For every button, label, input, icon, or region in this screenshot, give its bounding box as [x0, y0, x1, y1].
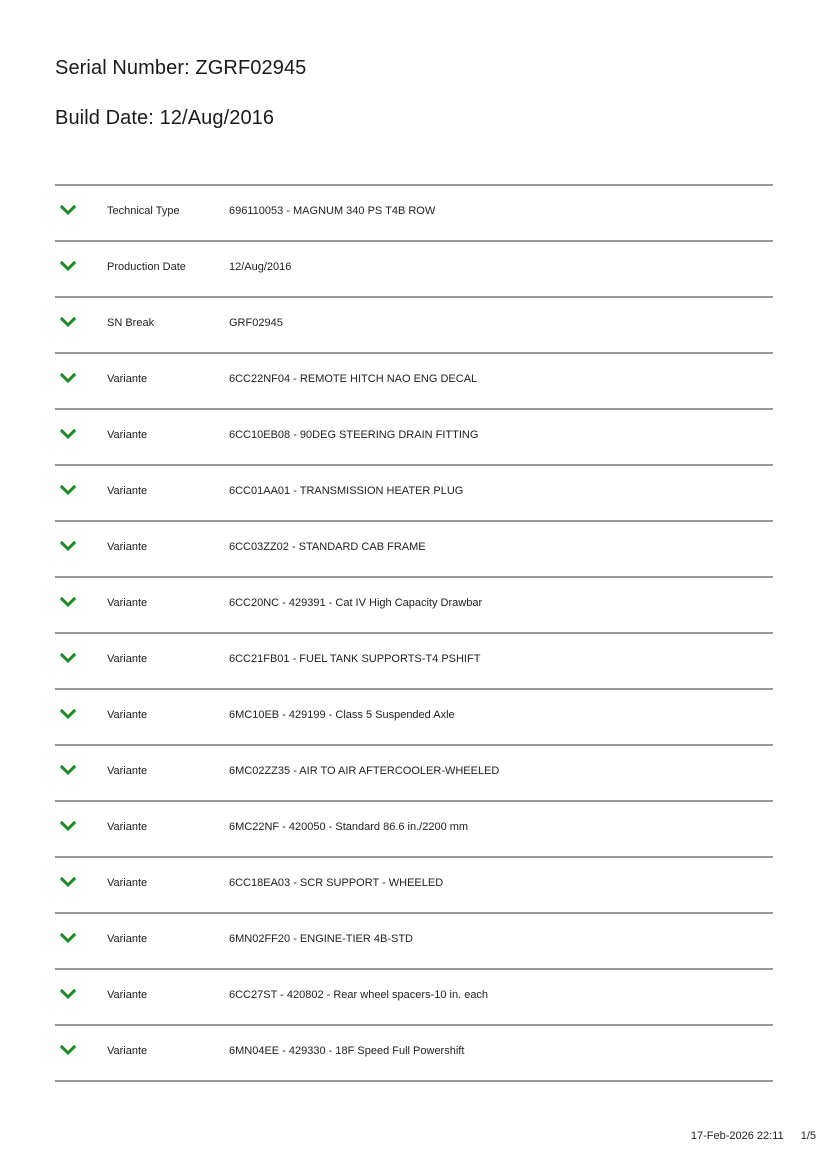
row-label: Variante — [107, 1045, 148, 1057]
row-value: 12/Aug/2016 — [229, 261, 292, 273]
row-label: Variante — [107, 485, 148, 497]
chevron-down-icon[interactable] — [60, 708, 76, 720]
row-label: Production Date — [107, 261, 186, 273]
row-label: Variante — [107, 541, 148, 553]
row-label: Variante — [107, 877, 148, 889]
chevron-down-icon[interactable] — [60, 988, 76, 1000]
row-label: Variante — [107, 597, 148, 609]
row-value: 6CC27ST - 420802 - Rear wheel spacers-10 in. each — [229, 989, 489, 1001]
row-value: 6MC22NF - 420050 - Standard 86.6 in./2200 mm — [229, 821, 469, 833]
chevron-down-icon[interactable] — [60, 1044, 76, 1056]
list-item[interactable] — [55, 522, 773, 578]
list-item[interactable] — [55, 690, 773, 746]
row-label: Variante — [107, 373, 148, 385]
row-label: Variante — [107, 821, 148, 833]
row-value: 6MN02FF20 - ENGINE-TIER 4B-STD — [229, 933, 413, 945]
row-value: 6CC18EA03 - SCR SUPPORT - WHEELED — [229, 877, 444, 889]
list-item[interactable] — [55, 354, 773, 410]
chevron-down-icon[interactable] — [60, 876, 76, 888]
list-item[interactable] — [55, 578, 773, 634]
build-date-heading: Build Date: 12/Aug/2016 — [55, 107, 275, 129]
row-label: Variante — [107, 765, 148, 777]
row-label: Technical Type — [107, 205, 180, 217]
row-value: 6CC21FB01 - FUEL TANK SUPPORTS-T4 PSHIFT — [229, 653, 481, 665]
chevron-down-icon[interactable] — [60, 764, 76, 776]
page-footer — [691, 1130, 816, 1142]
chevron-down-icon[interactable] — [60, 820, 76, 832]
list-item[interactable] — [55, 802, 773, 858]
list-item[interactable] — [55, 970, 773, 1026]
list-item[interactable] — [55, 298, 773, 354]
list-item[interactable] — [55, 914, 773, 970]
list-item[interactable] — [55, 410, 773, 466]
row-value: 6MN04EE - 429330 - 18F Speed Full Powershift — [229, 1045, 465, 1057]
print-timestamp: 17-Feb-2026 22:11 — [690, 1130, 784, 1142]
list-item[interactable] — [55, 1026, 773, 1082]
chevron-down-icon[interactable] — [60, 204, 76, 216]
row-label: Variante — [107, 429, 148, 441]
chevron-down-icon[interactable] — [60, 428, 76, 440]
list-item[interactable] — [55, 634, 773, 690]
row-value: 6MC10EB - 429199 - Class 5 Suspended Axle — [229, 709, 455, 721]
chevron-down-icon[interactable] — [60, 372, 76, 384]
list-item[interactable] — [55, 242, 773, 298]
row-value: 6CC22NF04 - REMOTE HITCH NAO ENG DECAL — [229, 373, 478, 385]
list-item[interactable] — [55, 186, 773, 242]
chevron-down-icon[interactable] — [60, 260, 76, 272]
row-value: 6CC20NC - 429391 - Cat IV High Capacity Drawbar — [229, 597, 483, 609]
row-value: 6CC03ZZ02 - STANDARD CAB FRAME — [229, 541, 426, 553]
row-value: 6CC01AA01 - TRANSMISSION HEATER PLUG — [229, 485, 464, 497]
row-label: Variante — [107, 989, 148, 1001]
spec-list — [55, 184, 773, 1082]
chevron-down-icon[interactable] — [60, 596, 76, 608]
list-item[interactable] — [55, 858, 773, 914]
chevron-down-icon[interactable] — [60, 652, 76, 664]
row-value: GRF02945 — [229, 317, 283, 329]
list-item[interactable] — [55, 746, 773, 802]
row-value: 696110053 - MAGNUM 340 PS T4B ROW — [229, 205, 436, 217]
row-value: 6MC02ZZ35 - AIR TO AIR AFTERCOOLER-WHEELED — [229, 765, 500, 777]
serial-number-heading: Serial Number: ZGRF02945 — [55, 57, 307, 79]
chevron-down-icon[interactable] — [60, 540, 76, 552]
chevron-down-icon[interactable] — [60, 316, 76, 328]
row-label: Variante — [107, 709, 148, 721]
row-label: SN Break — [107, 317, 155, 329]
chevron-down-icon[interactable] — [60, 484, 76, 496]
row-value: 6CC10EB08 - 90DEG STEERING DRAIN FITTING — [229, 429, 479, 441]
chevron-down-icon[interactable] — [60, 932, 76, 944]
row-label: Variante — [107, 933, 148, 945]
page-number: 1/5 — [800, 1130, 816, 1142]
list-item[interactable] — [55, 466, 773, 522]
row-label: Variante — [107, 653, 148, 665]
